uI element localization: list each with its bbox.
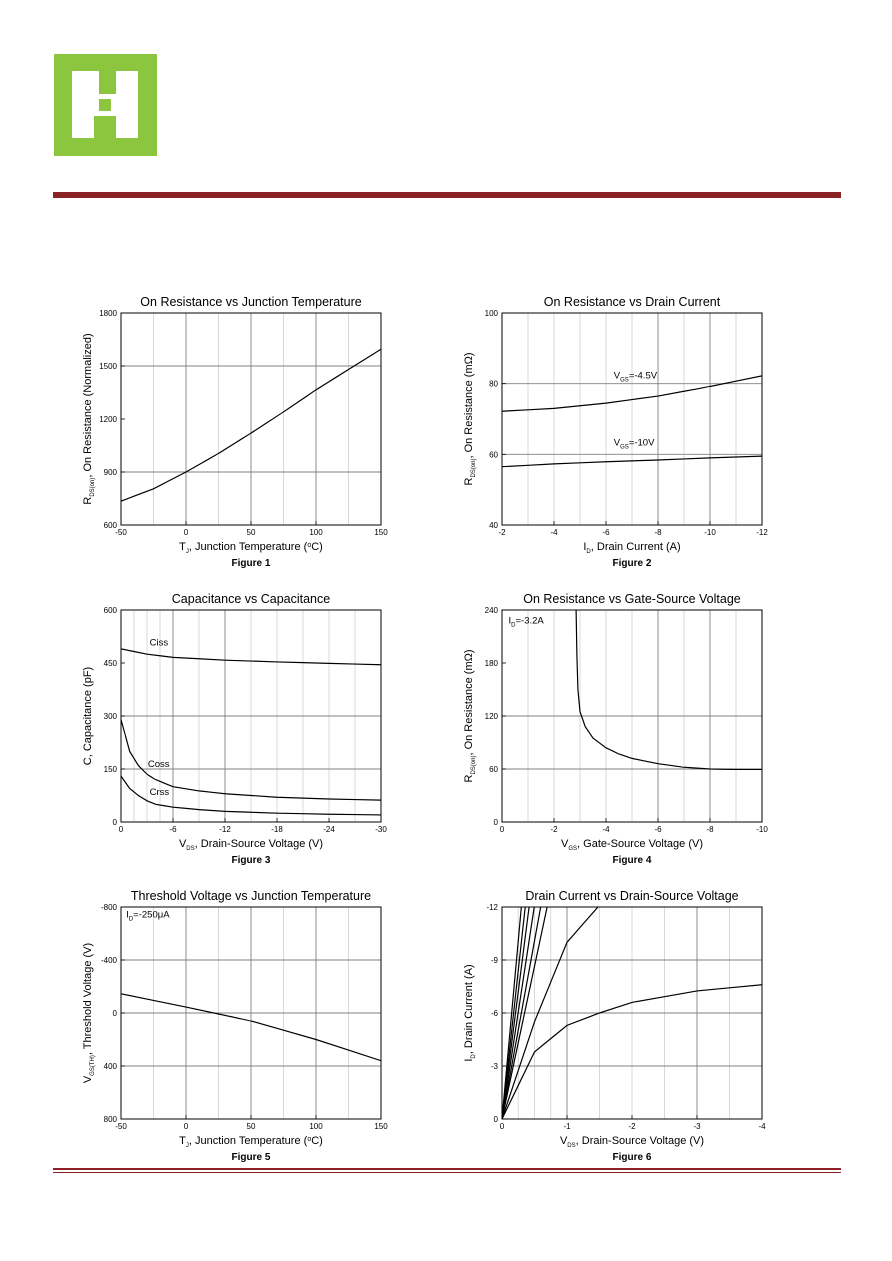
x-axis-label: $T_J$, Junction Temperature ($^o$C) bbox=[179, 541, 323, 555]
x-tick-label: -4 bbox=[602, 825, 610, 834]
x-tick-label: 50 bbox=[246, 528, 256, 537]
chart-figure-5 bbox=[50, 884, 403, 1183]
x-tick-label: 100 bbox=[309, 528, 323, 537]
x-tick-label: -6 bbox=[654, 825, 662, 834]
series-line-1 bbox=[576, 610, 762, 769]
figure-caption: Figure 4 bbox=[612, 855, 652, 866]
x-axis-label: $I_D$, Drain Current (A) bbox=[583, 541, 681, 555]
x-tick-label: -6 bbox=[602, 528, 610, 537]
series-group bbox=[576, 610, 762, 769]
annotation-label: $I_D=-250\mu A$ bbox=[126, 909, 170, 923]
y-tick-label: 0 bbox=[112, 818, 117, 827]
x-tick-label: -3 bbox=[693, 1122, 701, 1131]
y-tick-label: 100 bbox=[484, 309, 498, 318]
company-logo-icon bbox=[54, 54, 157, 156]
x-tick-label: -12 bbox=[756, 528, 768, 537]
y-tick-label: 40 bbox=[489, 521, 498, 530]
x-tick-label: 150 bbox=[374, 1122, 388, 1131]
chart-title: On Resistance vs Junction Temperature bbox=[140, 295, 362, 309]
y-tick-label: 600 bbox=[103, 521, 117, 530]
chart-figure-1 bbox=[50, 290, 403, 589]
y-tick-label: -800 bbox=[100, 903, 117, 912]
x-tick-label: -4 bbox=[758, 1122, 766, 1131]
x-tick-label: -4 bbox=[550, 528, 558, 537]
x-tick-label: -50 bbox=[115, 1122, 127, 1131]
figure-caption: Figure 5 bbox=[231, 1152, 271, 1163]
x-tick-label: -24 bbox=[323, 825, 335, 834]
y-tick-label: 150 bbox=[103, 765, 117, 774]
chart-title: On Resistance vs Gate-Source Voltage bbox=[523, 592, 741, 606]
x-axis-label: $T_J$, Junction Temperature ($^o$C) bbox=[179, 1135, 323, 1149]
x-axis-label: $V_{GS}$, Gate-Source Voltage (V) bbox=[561, 838, 703, 852]
chart-figure-4 bbox=[440, 587, 784, 886]
x-tick-label: 50 bbox=[246, 1122, 256, 1131]
x-axis-label: $V_{DS}$, Drain-Source Voltage (V) bbox=[178, 838, 324, 852]
y-tick-label: 0 bbox=[112, 1009, 117, 1018]
x-tick-label: 0 bbox=[183, 528, 189, 537]
figure-caption: Figure 3 bbox=[231, 855, 271, 866]
x-tick-label: -12 bbox=[219, 825, 231, 834]
chart-figure-3 bbox=[50, 587, 403, 886]
y-tick-label: -6 bbox=[490, 1009, 498, 1018]
y-tick-label: 600 bbox=[103, 606, 117, 615]
footer-divider bbox=[53, 1168, 841, 1173]
annotation-label: $I_D=-3.2A$ bbox=[508, 615, 544, 629]
y-tick-label: 1500 bbox=[99, 362, 117, 371]
y-axis-label: $I_D$, Drain Current (A) bbox=[463, 964, 477, 1062]
y-axis-label: $R_{DS(on)}$, On Resistance (Normalized) bbox=[82, 333, 96, 505]
x-tick-label: -2 bbox=[498, 528, 506, 537]
y-tick-label: 900 bbox=[103, 468, 117, 477]
x-tick-label: 0 bbox=[499, 1122, 505, 1131]
x-axis-label: $V_{DS}$, Drain-Source Voltage (V) bbox=[559, 1135, 705, 1149]
y-axis-label: $V_{GS(TH)}$, Threshold Voltage (V) bbox=[82, 942, 96, 1084]
y-tick-label: -3 bbox=[490, 1062, 498, 1071]
header-divider bbox=[53, 192, 841, 198]
x-tick-label: -8 bbox=[654, 528, 662, 537]
y-tick-label: 1800 bbox=[99, 309, 117, 318]
x-tick-label: -8 bbox=[706, 825, 714, 834]
x-tick-label: -2 bbox=[628, 1122, 636, 1131]
x-tick-label: -30 bbox=[375, 825, 387, 834]
y-tick-label: 240 bbox=[484, 606, 498, 615]
y-tick-label: 80 bbox=[489, 379, 498, 389]
x-tick-label: 150 bbox=[374, 528, 388, 537]
x-tick-label: 0 bbox=[118, 825, 124, 834]
figure-caption: Figure 2 bbox=[612, 558, 652, 569]
x-tick-label: -2 bbox=[550, 825, 558, 834]
chart-title: Threshold Voltage vs Junction Temperature bbox=[130, 889, 372, 903]
chart-title: Drain Current vs Drain-Source Voltage bbox=[525, 889, 739, 903]
y-tick-label: 1200 bbox=[99, 415, 117, 424]
y-tick-label: 0 bbox=[493, 1115, 498, 1124]
y-tick-label: 300 bbox=[103, 712, 117, 721]
x-tick-label: -18 bbox=[271, 825, 283, 834]
y-axis-label: $R_{DS(on)}$, On Resistance (mΩ) bbox=[463, 352, 477, 486]
y-tick-label: -9 bbox=[490, 956, 498, 965]
x-tick-label: -50 bbox=[115, 528, 127, 537]
y-tick-label: 180 bbox=[484, 659, 498, 668]
annotation-label: $V_{GS}=-4.5V$ bbox=[613, 370, 658, 384]
chart-figure-6 bbox=[440, 884, 784, 1183]
x-tick-label: 0 bbox=[499, 825, 505, 834]
y-tick-label: 0 bbox=[493, 818, 498, 827]
y-tick-label: -12 bbox=[486, 903, 498, 912]
y-tick-label: 120 bbox=[484, 712, 498, 721]
y-axis-label: C, Capacitance (pF) bbox=[82, 666, 94, 766]
y-tick-label: 60 bbox=[489, 765, 498, 774]
x-tick-label: -10 bbox=[756, 825, 768, 834]
y-axis-label: $R_{DS(on)}$, On Resistance (mΩ) bbox=[463, 649, 477, 783]
annotation-label: Ciss bbox=[149, 637, 169, 649]
x-tick-label: 100 bbox=[309, 1122, 323, 1131]
x-tick-label: -10 bbox=[704, 528, 716, 537]
x-tick-label: 0 bbox=[183, 1122, 189, 1131]
chart-figure-2 bbox=[440, 290, 784, 589]
figure-caption: Figure 6 bbox=[612, 1152, 652, 1163]
y-tick-label: -400 bbox=[100, 956, 117, 965]
x-tick-label: -6 bbox=[169, 825, 177, 834]
chart-title: Capacitance vs Capacitance bbox=[171, 592, 331, 606]
annotation-label: Crss bbox=[149, 787, 170, 799]
y-tick-label: 60 bbox=[489, 450, 498, 460]
annotation-label: $V_{GS}=-10V$ bbox=[613, 437, 655, 451]
chart-title: On Resistance vs Drain Current bbox=[543, 295, 721, 309]
y-tick-label: 800 bbox=[103, 1115, 117, 1124]
annotation-label: Coss bbox=[147, 759, 170, 771]
figure-caption: Figure 1 bbox=[231, 558, 271, 569]
y-tick-label: 450 bbox=[103, 659, 117, 668]
x-tick-label: -1 bbox=[563, 1122, 571, 1131]
y-tick-label: 400 bbox=[103, 1062, 117, 1071]
